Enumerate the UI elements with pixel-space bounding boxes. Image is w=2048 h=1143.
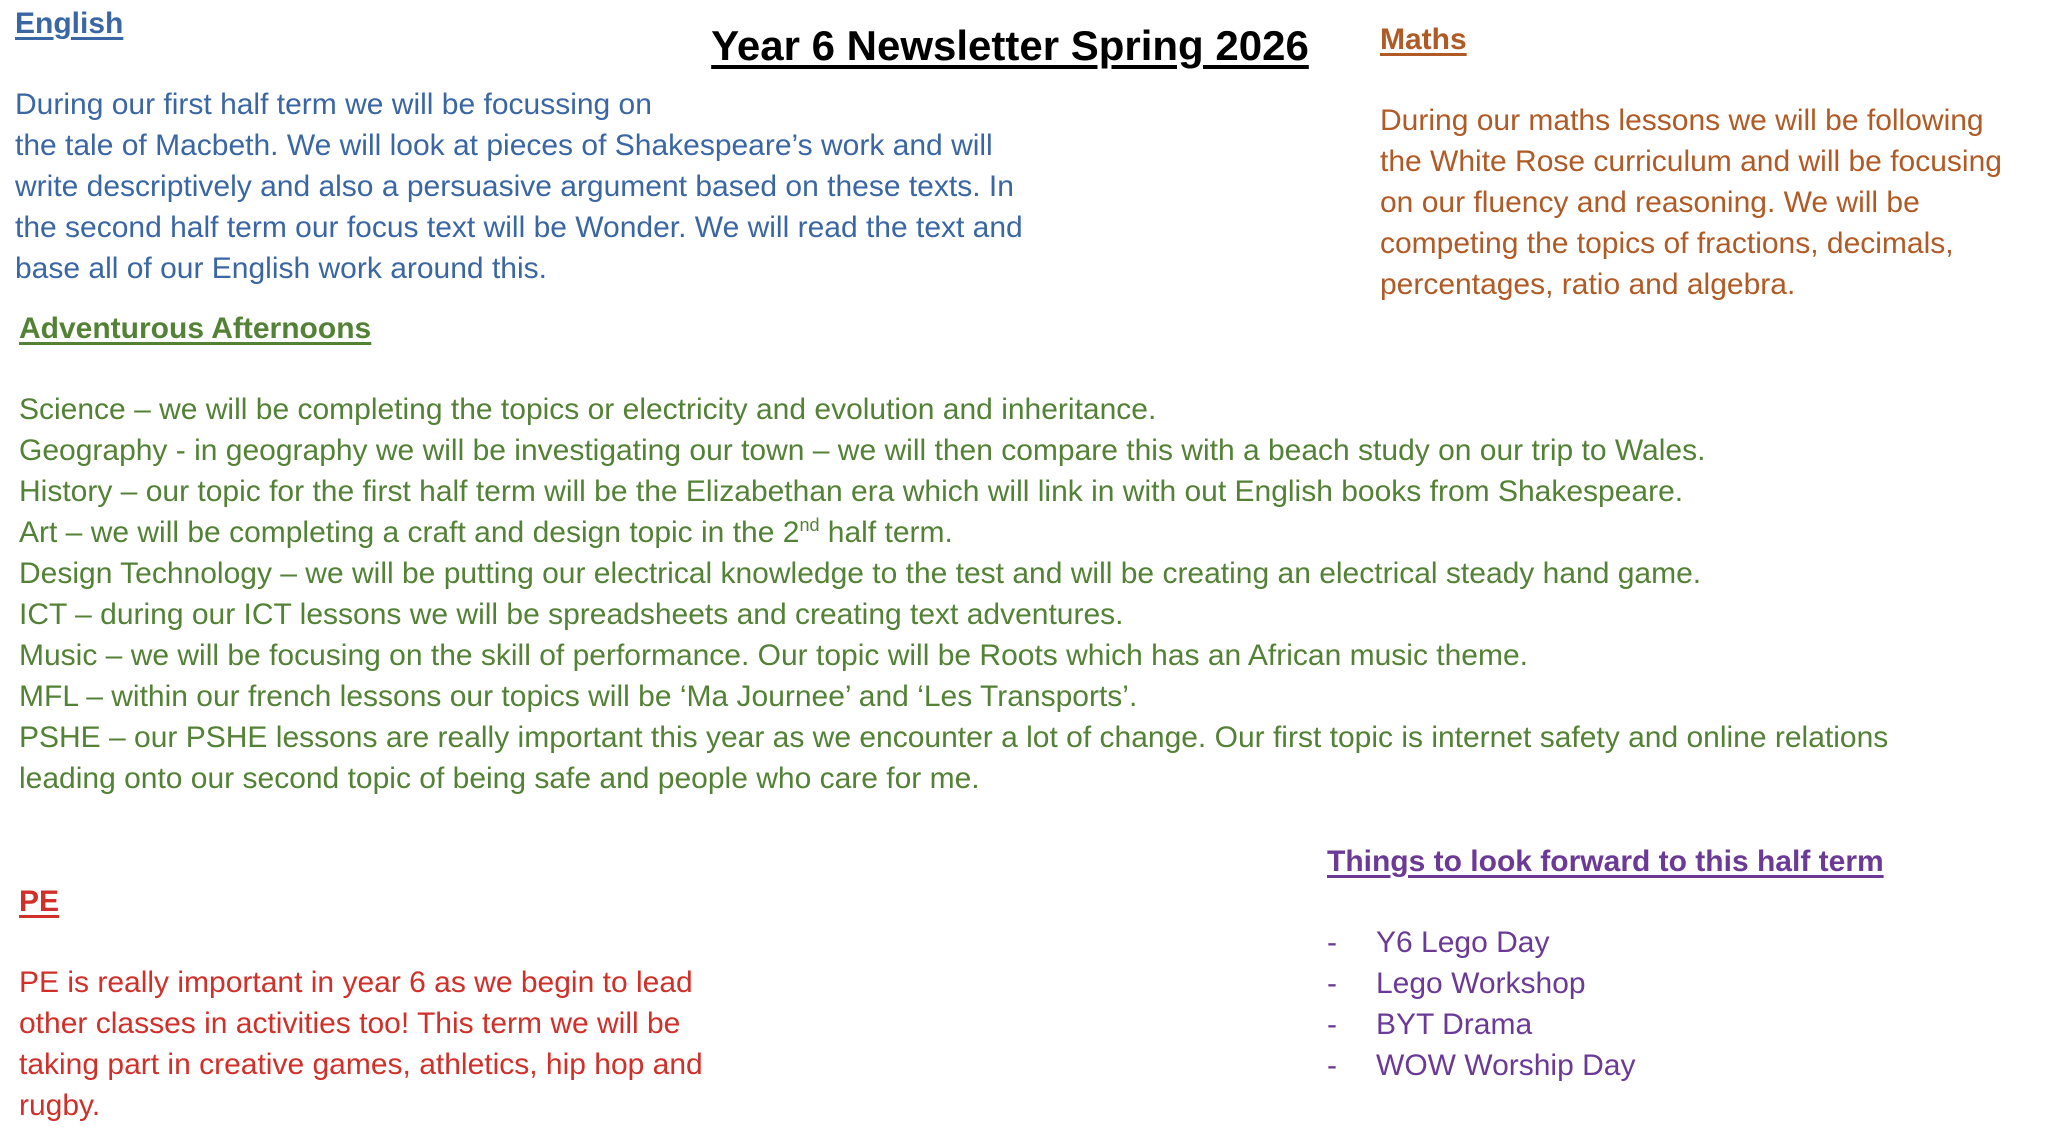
maths-line: competing the topics of fractions, decimals,: [1380, 227, 1954, 260]
art-text-end: half term.: [819, 516, 953, 549]
list-item-label: Lego Workshop: [1376, 967, 1586, 1000]
geography-line: Geography - in geography we will be investigating our town – we will then compare this with a beach study on our trip to Wales.: [19, 434, 1706, 467]
list-item: [1327, 963, 2027, 1004]
pe-line: taking part in creative games, athletics, hip hop and: [19, 1048, 703, 1081]
list-item: [1327, 922, 2027, 963]
look-forward-list: [1327, 922, 2027, 1086]
pe-line: rugby.: [19, 1089, 101, 1122]
english-paragraph: [15, 84, 1095, 289]
mfl-line: MFL – within our french lessons our topics will be ‘Ma Journee’ and ‘Les Transports’.: [19, 680, 1138, 713]
english-heading: English: [15, 7, 124, 40]
adventurous-heading: Adventurous Afternoons: [19, 312, 372, 345]
art-line: [19, 512, 2019, 553]
list-item-label: WOW Worship Day: [1376, 1049, 1636, 1082]
page-title: Year 6 Newsletter Spring 2026: [711, 22, 1309, 69]
design-technology-line: Design Technology – we will be putting our electrical knowledge to the test and will be creating an electrical steady hand game.: [19, 557, 1702, 590]
dash-bullet: -: [1327, 1008, 1337, 1041]
maths-paragraph: [1380, 100, 2040, 305]
maths-line: on our fluency and reasoning. We will be: [1380, 186, 1920, 219]
dash-bullet: -: [1327, 926, 1337, 959]
list-item-label: Y6 Lego Day: [1376, 926, 1550, 959]
dash-bullet: -: [1327, 1049, 1337, 1082]
pe-line: other classes in activities too! This term we will be: [19, 1007, 681, 1040]
science-line: Science – we will be completing the topics or electricity and evolution and inheritance.: [19, 393, 1157, 426]
english-line: the tale of Macbeth. We will look at pieces of Shakespeare’s work and will: [15, 129, 993, 162]
ordinal-superscript: nd: [799, 515, 820, 535]
maths-section: [1380, 22, 2040, 305]
maths-line: the White Rose curriculum and will be focusing: [1380, 145, 2002, 178]
adventurous-afternoons-section: [19, 311, 2019, 799]
maths-line: percentages, ratio and algebra.: [1380, 268, 1796, 301]
english-section: [15, 6, 1095, 289]
look-forward-section: [1327, 844, 2027, 1086]
look-forward-heading: Things to look forward to this half term: [1327, 845, 1884, 878]
art-text: Art – we will be completing a craft and design topic in the 2: [19, 516, 800, 549]
english-line: During our first half term we will be focussing on: [15, 88, 652, 121]
english-line: write descriptively and also a persuasive argument based on these texts. In: [15, 170, 1014, 203]
history-line: History – our topic for the first half term will be the Elizabethan era which will link in with out English books from Shakespeare.: [19, 475, 1684, 508]
music-line: Music – we will be focusing on the skill of performance. Our topic will be Roots which has an African music theme.: [19, 639, 1528, 672]
pe-paragraph: [19, 962, 779, 1126]
dash-bullet: -: [1327, 967, 1337, 1000]
maths-line: During our maths lessons we will be following: [1380, 104, 1984, 137]
pe-heading: PE: [19, 885, 60, 918]
pshe-line: PSHE – our PSHE lessons are really important this year as we encounter a lot of change. Our first topic is internet safety and online relations: [19, 721, 1889, 754]
english-line: base all of our English work around this.: [15, 252, 547, 285]
ict-line: ICT – during our ICT lessons we will be spreadsheets and creating text adventures.: [19, 598, 1124, 631]
pe-section: [19, 884, 779, 1126]
english-line: the second half term our focus text will be Wonder. We will read the text and: [15, 211, 1023, 244]
list-item: [1327, 1045, 2027, 1086]
maths-heading: Maths: [1380, 23, 1467, 56]
pshe-line-continued: leading onto our second topic of being safe and people who care for me.: [19, 762, 980, 795]
adventurous-paragraph: [19, 389, 2019, 799]
pe-line: PE is really important in year 6 as we begin to lead: [19, 966, 693, 999]
list-item: [1327, 1004, 2027, 1045]
list-item-label: BYT Drama: [1376, 1008, 1533, 1041]
